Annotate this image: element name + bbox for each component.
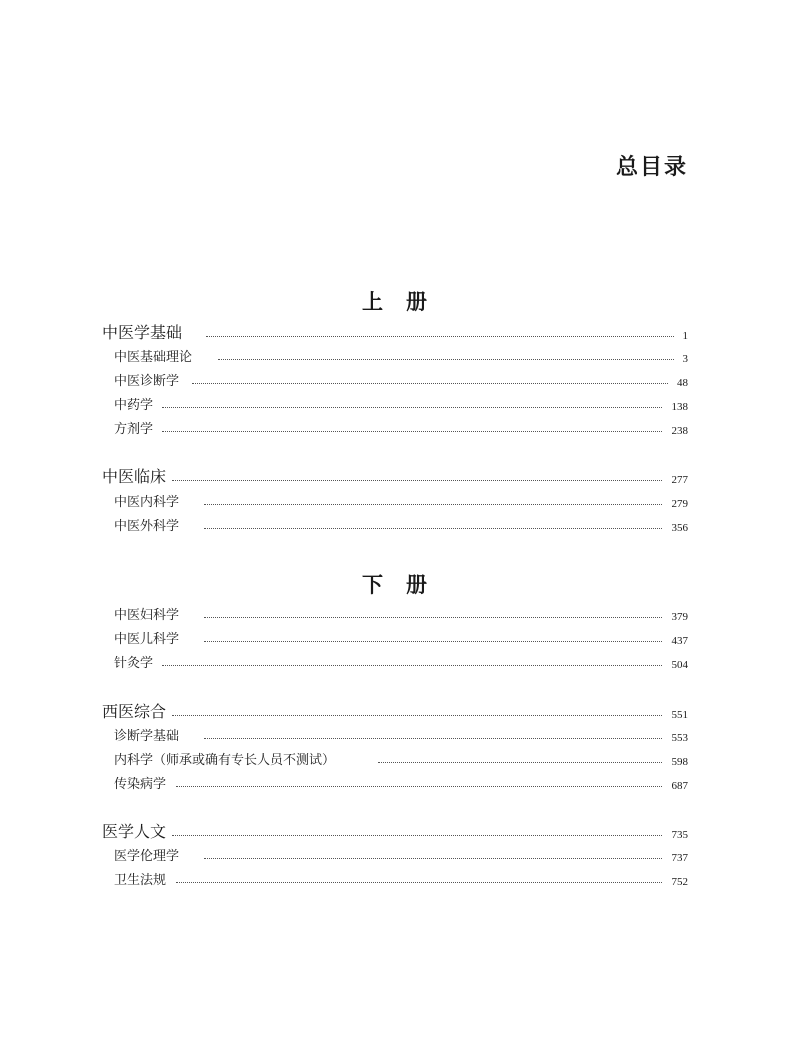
volume-heading-upper (0, 286, 790, 316)
toc-entry-internal-medicine[interactable] (0, 492, 790, 516)
toc-entry-label: 传染病学 (114, 777, 167, 792)
volume-lower-second: 册 (406, 572, 428, 597)
toc-entry-label: 卫生法规 (114, 873, 167, 888)
toc-entry-page: 687 (671, 780, 688, 792)
volume-lower-first: 下 (362, 572, 384, 597)
toc-entry-page: 238 (671, 425, 688, 437)
toc-entry-page: 379 (671, 611, 688, 623)
leader-dots (162, 431, 662, 432)
toc-entry-label: 针灸学 (114, 656, 154, 671)
toc-entry-infectious-diseases[interactable] (0, 774, 790, 798)
toc-entry-tcm-diagnostics[interactable] (0, 371, 790, 395)
toc-entry-page: 553 (671, 732, 688, 744)
toc-entry-tcm-basics[interactable] (0, 323, 790, 347)
leader-dots (162, 665, 662, 666)
leader-dots (176, 882, 662, 883)
toc-entry-label: 西医综合 (102, 702, 167, 721)
toc-entry-label: 中医儿科学 (114, 632, 180, 647)
leader-dots (204, 504, 662, 505)
toc-entry-western-medicine[interactable] (0, 702, 790, 726)
toc-entry-surgery[interactable] (0, 516, 790, 540)
leader-dots (204, 617, 662, 618)
toc-entry-page: 504 (671, 659, 688, 671)
toc-entry-page: 551 (671, 709, 688, 721)
toc-entry-page: 356 (671, 522, 688, 534)
toc-entry-label: 内科学（师承或确有专长人员不测试） (114, 753, 336, 768)
leader-dots (162, 407, 662, 408)
toc-entry-diagnostics-basics[interactable] (0, 726, 790, 750)
toc-entry-label: 中医诊断学 (114, 374, 180, 389)
toc-entry-herbology[interactable] (0, 395, 790, 419)
toc-entry-label: 中医外科学 (114, 519, 180, 534)
toc-entry-acupuncture[interactable] (0, 653, 790, 677)
toc-entry-label: 中医妇科学 (114, 608, 180, 623)
leader-dots (204, 738, 662, 739)
toc-entry-page: 437 (671, 635, 688, 647)
toc-entry-gynecology[interactable] (0, 605, 790, 629)
leader-dots (204, 528, 662, 529)
toc-entry-page: 277 (671, 474, 688, 486)
leader-dots (204, 641, 662, 642)
toc-entry-formulas[interactable] (0, 419, 790, 443)
toc-entry-page: 735 (671, 829, 688, 841)
leader-dots (204, 858, 662, 859)
volume-upper-second: 册 (406, 289, 428, 314)
volume-upper-first: 上 (362, 289, 384, 314)
leader-dots (172, 715, 662, 716)
toc-entry-label: 诊断学基础 (114, 729, 180, 744)
toc-entry-label: 中医临床 (102, 467, 167, 486)
toc-entry-page: 3 (682, 353, 688, 365)
toc-entry-page: 138 (671, 401, 688, 413)
toc-entry-medical-humanities[interactable] (0, 822, 790, 846)
leader-dots (192, 383, 668, 384)
leader-dots (218, 359, 674, 360)
toc-entry-pediatrics[interactable] (0, 629, 790, 653)
toc-entry-page: 1 (682, 330, 688, 342)
toc-entry-page: 48 (677, 377, 688, 389)
toc-entry-page: 598 (671, 756, 688, 768)
leader-dots (172, 480, 662, 481)
leader-dots (206, 336, 674, 337)
toc-entry-medical-ethics[interactable] (0, 846, 790, 870)
volume-heading-lower (0, 569, 790, 599)
toc-entry-tcm-clinical[interactable] (0, 467, 790, 491)
toc-entry-label: 医学人文 (102, 822, 167, 841)
toc-entry-health-law[interactable] (0, 870, 790, 894)
toc-entry-page: 737 (671, 852, 688, 864)
toc-entry-label: 中医基础理论 (114, 350, 193, 365)
leader-dots (176, 786, 662, 787)
toc-entry-internal-medicine-western[interactable] (0, 750, 790, 774)
toc-entry-label: 方剂学 (114, 422, 154, 437)
toc-entry-page: 279 (671, 498, 688, 510)
toc-entry-label: 中医内科学 (114, 495, 180, 510)
toc-entry-label: 中药学 (114, 398, 154, 413)
toc-entry-label: 中医学基础 (102, 323, 183, 342)
leader-dots (378, 762, 662, 763)
page-title: 总目录 (615, 154, 688, 180)
toc-entry-tcm-theory[interactable] (0, 347, 790, 371)
toc-entry-label: 医学伦理学 (114, 849, 180, 864)
toc-entry-page: 752 (671, 876, 688, 888)
leader-dots (172, 835, 662, 836)
